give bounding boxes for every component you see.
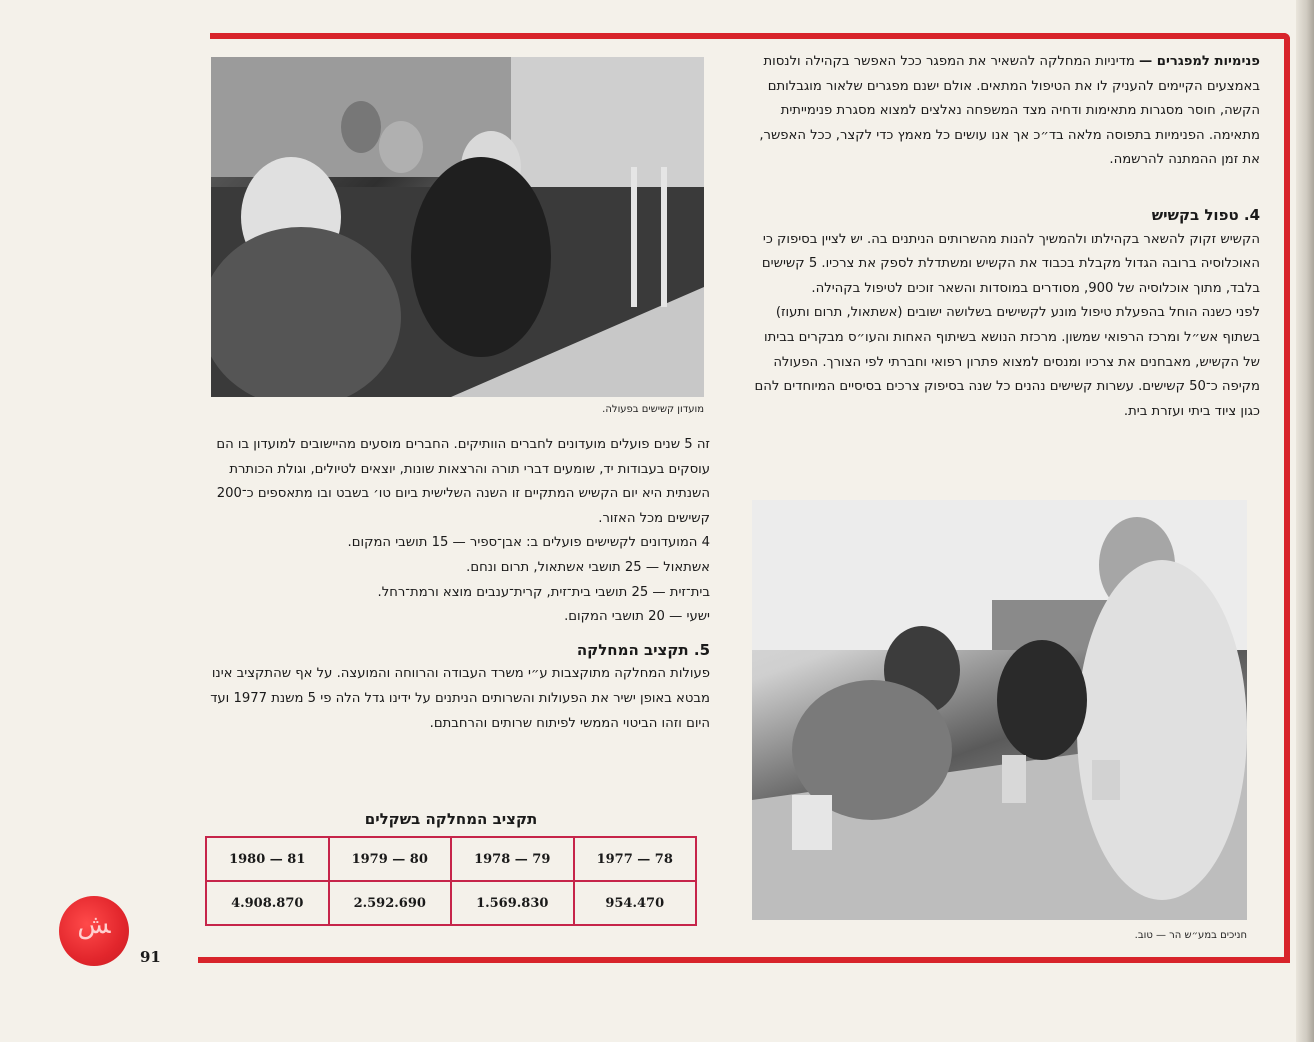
page-badge-logo xyxy=(59,896,129,966)
section4-title: 4. טפול בקשיש xyxy=(1151,205,1260,224)
clubs-list-item: בית־זית — 25 תושבי בית־זית, קרית־ענבים מוצא ורמת־רחל. xyxy=(377,584,710,600)
photo2-caption: חניכים במע״ש הר — טוב. xyxy=(1134,930,1247,941)
right-column xyxy=(750,50,1260,424)
intro-text: מדיניות המחלקה להשאיר את המפגר ככל האפשר בקהילה ולנסות באמצעים הקיימים להעניק לו את הטיפול המתאים. אולם ישנם מפגרים שלאור מוגבלותם הקשה, חוסר מסגרות מתאימות ודחיה מצד המשפחה נאלצים למצוא מסגרת פנימייתית מתאימה. הפנימיות בתפוסה מלאה בד״כ אך אנו עושים כל מאמץ כדי לקצר, ככל האפשר, את זמן ההמתנה להרשמה. xyxy=(759,54,1260,168)
budget-values-row xyxy=(206,881,696,925)
photo1-caption: מועדון קשישים בפעולה. xyxy=(602,404,704,415)
left-column xyxy=(210,433,710,736)
section5-paragraph: פעולות המחלקה מתוקצבות ע״י משרד העבודה והרווחה והמועצה. על אף שהתקציב אינו מבטא באופן ישיר את הפעולות והשרותים הניתנים על ידינו גדל הלה פי 5 משנת 1977 ועד היום וזהו הביטוי הממשי לפיתוח שרותים והרחבתם. xyxy=(210,666,710,731)
clubs-list-intro: 4 המועדונים לקשישים פועלים ב: אבן־ספיר — 15 תושבי המקום. xyxy=(347,535,710,551)
budget-years-row xyxy=(206,837,696,881)
value-cell: 2.592.690 xyxy=(329,881,452,925)
budget-table xyxy=(205,836,697,926)
value-cell: 954.470 xyxy=(574,881,697,925)
photo-youth-workshop xyxy=(752,500,1247,920)
section5-title: 5. תקציב המחלקה xyxy=(576,640,710,659)
clubs-list-item: ישעי — 20 תושבי המקום. xyxy=(564,609,710,625)
year-cell: 1980 — 81 xyxy=(206,837,329,881)
frame-bottom-line xyxy=(198,957,1290,963)
value-cell: 1.569.830 xyxy=(451,881,574,925)
value-cell: 4.908.870 xyxy=(206,881,329,925)
intro-lead: פנימיות למפגרים — xyxy=(1139,54,1260,69)
clubs-paragraph: זה 5 שנים פועלים מועדונים לחברים הוותיקים. החברים מוסעים מהיישובים למועדון בו הם עוסקים בעבודות יד, שומעים דברי תורה והרצאות שונות, יוצאים לטיולים, וגולת הכותרת השנתית היא יום הקשיש המתקיים זו השנה השלישית ביום טו׳ בשבט ובו מתאספים כ־200 קשישים מכל האזור. xyxy=(216,437,710,526)
clubs-list-item: אשתאול — 25 תושבי אשתאול, תרום ונחם. xyxy=(466,559,710,575)
year-cell: 1978 — 79 xyxy=(451,837,574,881)
page-number: 91 xyxy=(140,948,161,966)
year-cell: 1979 — 80 xyxy=(329,837,452,881)
section4-paragraph-1: הקשיש זקוק להשאר בקהילתו ולהמשיך להנות מהשרותים הניתנים בה. יש לציין בסיפוק כי האוכלוסיה ברובה הגדול מקבלת בכבוד את הקשיש ומשתדלת לספק את צרכיו. 5 קשישים בלבד, מתוך אוכלוסיה של 900, מסודרים במוסדות והשאר זוכים לטיפול בקהילה. xyxy=(761,231,1260,296)
book-spine-edge xyxy=(1296,0,1314,1042)
frame-top-line xyxy=(210,33,1290,39)
year-cell: 1977 — 78 xyxy=(574,837,697,881)
photo-elderly-club xyxy=(211,57,704,397)
badge-glyph: ﺶ xyxy=(77,910,111,940)
intro-paragraph xyxy=(750,50,1260,173)
budget-table-title: תקציב המחלקה בשקלים xyxy=(364,810,538,828)
section4-paragraph-2: לפני כשנה הוחל בהפעלת טיפול מונע לקשישים בשלושה ישובים (אשתאול, תרום ותעוז) בשתוף אש״ל ומרכז הרפואי שמשון. מרכזת הנושא בשיתוף האחות והעו״ס מבקרים בביתו של הקשיש, מאבחנים את צרכיו ומנסים למצוא פתרון רפואי וחברתי לפי הצורך. הפעולה מקיפה כ־50 קשישים. עשרות קשישים נהנים כל שנה בסיפוק צרכים בסיסיים המיוחדים להם כגון ציוד ביתי ועזרת בית. xyxy=(754,305,1260,419)
frame-right-line xyxy=(1284,33,1290,963)
